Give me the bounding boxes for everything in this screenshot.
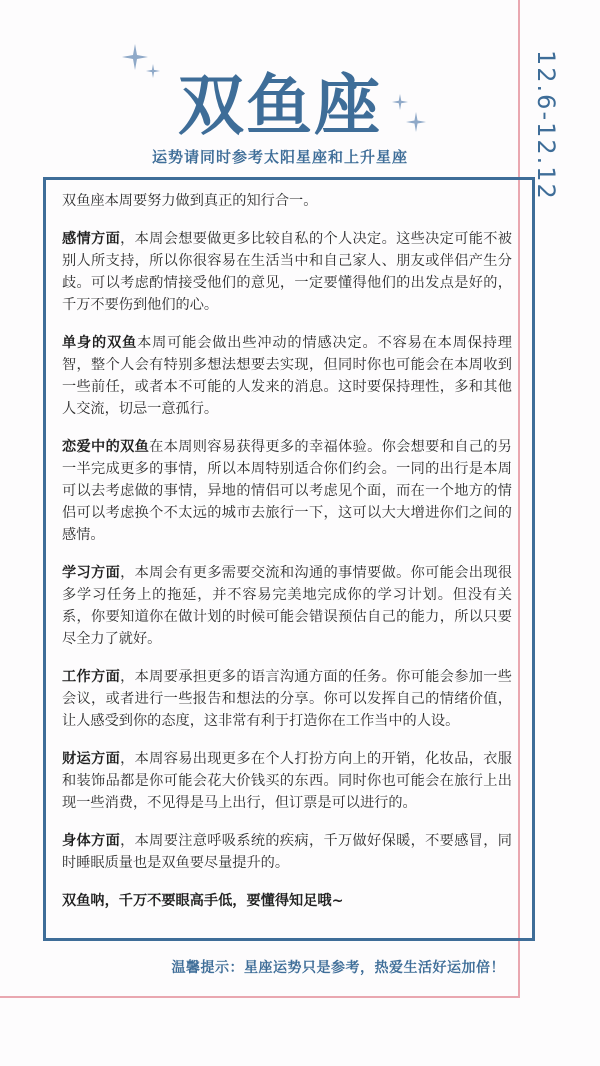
section-heading: 感情方面 bbox=[62, 231, 121, 247]
section-single bbox=[62, 332, 512, 420]
section-heading: 恋爱中的双鱼 bbox=[62, 439, 150, 455]
section-heading: 单身的双鱼 bbox=[62, 335, 138, 351]
section-text: ，本周要注意呼吸系统的疾病，千万做好保暖，不要感冒，同时睡眠质量也是双鱼要尽量提升的。 bbox=[62, 833, 512, 871]
frame-line-horizontal bbox=[0, 996, 520, 998]
section-text: ，本周会有更多需要交流和沟通的事情要做。你可能会出现很多学习任务上的拖延，并不容易完美地完成你的学习计划。但没有关系，你要知道你在做计划的时候可能会错误预估自己的能力，所以只要尽全力了就好。 bbox=[62, 565, 512, 647]
section-text: 在本周则容易获得更多的幸福体验。你会想要和自己的另一半完成更多的事情，所以本周特别适合你们约会。一同的出行是本周可以去考虑做的事情，异地的情侣可以考虑见个面，而在一个地方的情侣可以考虑换个不太远的城市去旅行一下，这可以大大增进你们之间的感情。 bbox=[62, 439, 512, 543]
section-heading: 身体方面 bbox=[62, 833, 121, 849]
section-heading: 财运方面 bbox=[62, 751, 121, 767]
footer-tip: 温馨提示：星座运势只是参考，热爱生活好运加倍！ bbox=[171, 960, 505, 976]
section-study bbox=[62, 562, 512, 650]
closing-text: 双鱼呐，千万不要眼高手低，要懂得知足哦~ bbox=[62, 893, 344, 909]
section-love bbox=[62, 228, 512, 316]
section-health bbox=[62, 830, 512, 874]
section-work bbox=[62, 666, 512, 732]
section-text: 本周可能会做出些冲动的情感决定。不容易在本周保持理智，整个人会有特别多想法想要去实现，但同时你也可能会在本周收到一些前任，或者本不可能的人发来的消息。这时要保持理性，多和其他人交流，切忌一意孤行。 bbox=[62, 335, 512, 417]
horoscope-content bbox=[62, 190, 512, 928]
page-subtitle: 运势请同时参考太阳星座和上升星座 bbox=[151, 148, 408, 166]
page-title: 双鱼座 bbox=[178, 67, 382, 144]
section-wealth bbox=[62, 748, 512, 814]
date-range: 12.6-12.12 bbox=[532, 50, 560, 201]
section-in-love bbox=[62, 436, 512, 546]
section-text: ，本周容易出现更多在个人打扮方向上的开销，化妆品，衣服和装饰品都是你可能会花大价钱买的东西。同时你也可能会在旅行上出现一些消费，不见得是马上出行，但订票是可以进行的。 bbox=[62, 751, 512, 811]
section-heading: 学习方面 bbox=[62, 565, 121, 581]
section-heading: 工作方面 bbox=[62, 669, 121, 685]
section-text: ，本周要承担更多的语言沟通方面的任务。你可能会参加一些会议，或者进行一些报告和想法的分享。你可以发挥自己的情绪价值，让人感受到你的态度，这非常有利于打造你在工作当中的人设。 bbox=[62, 669, 512, 729]
intro-paragraph: 双鱼座本周要努力做到真正的知行合一。 bbox=[62, 193, 318, 209]
closing-line bbox=[62, 890, 512, 912]
section-text: ，本周会想要做更多比较自私的个人决定。这些决定可能不被别人所支持，所以你很容易在生活当中和自己家人、朋友或伴侣产生分歧。可以考虑酌情接受他们的意见，一定要懂得他们的出发点是好的，千万不要伤到他们的心。 bbox=[62, 231, 512, 313]
